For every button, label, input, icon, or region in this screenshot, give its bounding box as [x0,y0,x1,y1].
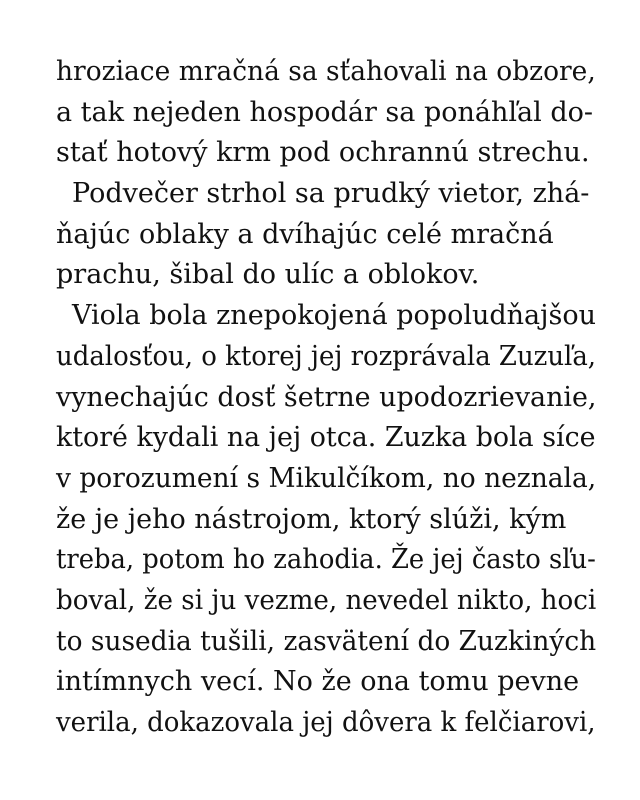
text-line: že je jeho nástrojom, ktorý slúži, kým [56,503,567,535]
body-text [56,52,596,744]
text-line: boval, že si ju vezme, nevedel nikto, hoci [56,584,597,616]
text-line: vynechajúc dosť šetrne upodozrievanie, [56,381,597,413]
text-line: intímnych vecí. No že ona tomu pevne [56,666,580,698]
text-line: ňajúc oblaky a dvíhajúc celé mračná [56,218,554,250]
text-line: verila, dokazovala jej dôvera k felčiarovi, [56,707,596,738]
text-line: v porozumení s Mikulčíkom, no neznala, [56,462,597,494]
text-line: prachu, šibal do ulíc a oblokov. [56,259,480,291]
text-line: ktoré kydali na jej otca. Zuzka bola síce [56,422,596,454]
text-line: a tak nejeden hospodár sa ponáhľal do- [56,96,593,128]
text-line: udalosťou, o ktorej jej rozprávala Zuzuľa, [56,340,597,372]
text-line: Podvečer strhol sa prudký vietor, zhá- [72,178,590,210]
text-line: treba, potom ho zahodia. Že jej často sľu- [56,544,596,576]
text-line: stať hotový krm pod ochrannú strechu. [56,137,590,169]
text-line: hroziace mračná sa sťahovali na obzore, [56,56,596,87]
text-line: to susedia tušili, zasvätení do Zuzkiných [56,625,597,657]
text-line: Viola bola znepokojená popoludňajšou [72,300,596,332]
